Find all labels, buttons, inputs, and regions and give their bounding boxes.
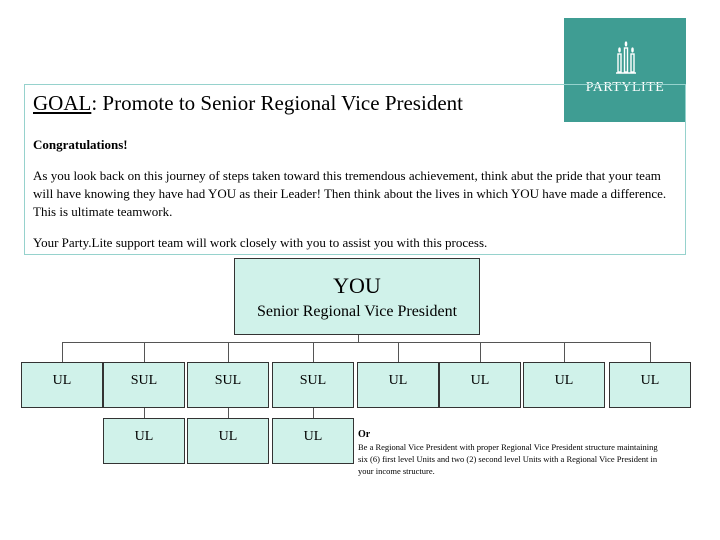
goal-heading [33,91,463,116]
unit-node: UL [21,362,103,408]
drop-line [144,342,145,362]
note-heading: Or [358,429,371,440]
drop-line [313,342,314,362]
support-text: Your Party.Lite support team will work closely with you to assist you with this process. [33,235,488,250]
unit-node: SUL [103,362,185,408]
goal-title: Promote to Senior Regional Vice President [102,91,463,115]
you-node [234,258,480,335]
congratulations-text: Congratulations! [33,137,128,152]
goal-separator: : [91,91,98,115]
second-level-unit-node: UL [187,418,269,464]
drop-line [564,342,565,362]
drop-line [62,342,63,362]
drop-line [480,342,481,362]
drop-line [650,342,651,362]
goal-label: GOAL [33,91,92,115]
drop-line [228,342,229,362]
trunk-connector [358,335,359,342]
you-subtitle: Senior Regional Vice President [256,303,458,320]
note-text: Be a Regional Vice President with proper Regional Vice President structure maintaining six (6) first level Units and two (2) second level Units with a Regional Vice President in your income structure. [358,442,658,476]
logo-wordmark: PARTYLITE [585,80,665,95]
sub-drop-line [144,408,145,418]
unit-node: UL [439,362,521,408]
unit-node: SUL [187,362,269,408]
sub-drop-line [313,408,314,418]
drop-line [398,342,399,362]
unit-node: UL [357,362,439,408]
second-level-unit-node: UL [272,418,354,464]
sub-drop-line [228,408,229,418]
you-title: YOU [333,273,381,298]
second-level-unit-node: UL [103,418,185,464]
level1-bus-line [62,342,650,343]
journey-paragraph: As you look back on this journey of steps taken toward this tremendous achievement, think abut the pride that your team will have knowing they have had YOU as their Leader! Then think about the lives in which YOU have made a difference. This is ultimate teamwork. [33,168,667,219]
unit-node: UL [609,362,691,408]
candle-icon [616,40,636,76]
goal-panel [24,84,686,255]
unit-node: SUL [272,362,354,408]
alternative-note [358,429,668,477]
unit-node: UL [523,362,605,408]
